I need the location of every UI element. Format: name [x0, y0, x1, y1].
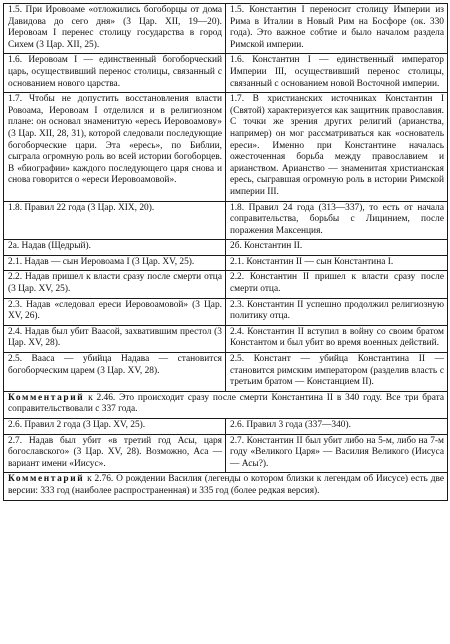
right-cell: 1.5. Константин I переносит столицу Империи из Рима в Италии в Новый Рим на Босфоре (ок. 330 года). Это важное собтие и было началом раздела Римской империи.	[226, 4, 448, 54]
comment-row	[4, 391, 448, 418]
table-row	[4, 4, 448, 54]
right-cell: 1.6. Константин I — единственный император Империи III, осуществивший перенос столицы, связанный с основанием новой Восточной империи.	[226, 54, 448, 93]
left-cell: 1.8. Правил 22 года (3 Цар. XIX, 20).	[4, 201, 226, 240]
left-cell: 2.2. Надав пришел к власти сразу после смерти отца (3 Цар. XV, 25).	[4, 271, 226, 298]
table-row	[4, 255, 448, 271]
table-row	[4, 201, 448, 240]
table-row	[4, 353, 448, 392]
comment-text: к 2.46. Это происходит сразу после смерти Константина II в 340 году. Все три брата соправительствовали с 337 года.	[8, 392, 445, 415]
table-row	[4, 434, 448, 473]
parallel-comparison-table	[3, 3, 448, 501]
comment-text: к 2.76. О рождении Василия (легенды о котором близки к легендам об Иисусе) есть две версии: 333 год (наиболее распространенная) и 335 год (более редкая версия).	[8, 474, 445, 496]
right-cell: 2.6. Правил 3 года (337—340).	[226, 419, 448, 435]
right-cell: 2б. Константин II.	[226, 240, 448, 256]
right-cell: 1.8. Правил 24 года (313—337), то есть от начала соправительства, борьбы с Лицинием, после поражения Максенция.	[226, 201, 448, 240]
right-cell: 1.7. В христианских источниках Константин I (Святой) характеризуется как защитник православия. С точки же зрения других религий (арианства, например) он мог рассматриваться как «основатель ереси». Именно при Константине началась ожесточенная борьба между православием и арианством. Арианство — знаменитая христианская ересь, сыгравшая огромную роль в истории Римской империи III.	[226, 93, 448, 201]
right-cell: 2.1. Константин II — сын Константина I.	[226, 255, 448, 271]
table-row	[4, 419, 448, 435]
table-row	[4, 240, 448, 256]
left-cell: 1.5. При Ировоаме «отложились богоборцы от дома Давидова до сего дня» (3 Цар. XII, 19—20). Иеровоам I перенес столицу государства в город Сихем (3 Цар. XII, 25).	[4, 4, 226, 54]
left-cell: 2.4. Надав был убит Ваасой, захватившим престол (3 Цар. XV, 28).	[4, 325, 226, 352]
left-cell: 1.7. Чтобы не допустить восстановления власти Ровоама, Иеровоам I отделился и в религиозном плане: он основал знаменитую «ересь Иеровоамову» (3 Цар. XII, 28, 31), которой следовали последующие богоборческие цари. Эта «ересь», по Библии, сыграла огромную роль во всей истории богоборцев. В «биографии» каждого последующего царя снова и снова говорится о «ереси Иеровоамовой».	[4, 93, 226, 201]
left-cell: 1.6. Иеровоам I — единственный богоборческий царь, осуществивший перенос столицы, связанный с основанием нового царства.	[4, 54, 226, 93]
left-cell: 2.3. Надав «следовал ереси Иеровоамовой» (3 Цар. XV, 26).	[4, 298, 226, 325]
right-cell: 2.3. Константин II успешно продолжил религиозную политику отца.	[226, 298, 448, 325]
comment-row	[4, 473, 448, 500]
left-cell: 2.6. Правил 2 года (3 Цар. XV, 25).	[4, 419, 226, 435]
table-row	[4, 271, 448, 298]
left-cell: 2.5. Вааса — убийца Надава — становится богоборческим царем (3 Цар. XV, 28).	[4, 353, 226, 392]
table-row	[4, 93, 448, 201]
left-cell: 2.7. Надав был убит «в третий год Асы, царя богославского» (3 Цар. XV, 28). Возможно, Аса — вариант имени «Иисус».	[4, 434, 226, 473]
table-row	[4, 54, 448, 93]
right-cell: 2.7. Константин II был убит либо на 5-м, либо на 7-м году «Великого Царя» — Василия Великого (Иисуса — Асы?).	[226, 434, 448, 473]
comment-cell	[4, 391, 448, 418]
comment-label: Комментарий	[8, 474, 85, 485]
right-cell: 2.2. Константин II пришел к власти сразу после смерти отца.	[226, 271, 448, 298]
comment-cell	[4, 473, 448, 500]
left-cell: 2.1. Надав — сын Иеровоама I (3 Цар. XV, 25).	[4, 255, 226, 271]
comment-label: Комментарий	[8, 392, 85, 403]
right-cell: 2.4. Константин II вступил в войну со своим братом Константом и был убит во время военных действий.	[226, 325, 448, 352]
table-row	[4, 325, 448, 352]
left-cell: 2а. Надав (Щедрый).	[4, 240, 226, 256]
table-row	[4, 298, 448, 325]
right-cell: 2.5. Констант — убийца Константина II — становится римским императором (разделив власть с третьим братом — Констанцием II).	[226, 353, 448, 392]
